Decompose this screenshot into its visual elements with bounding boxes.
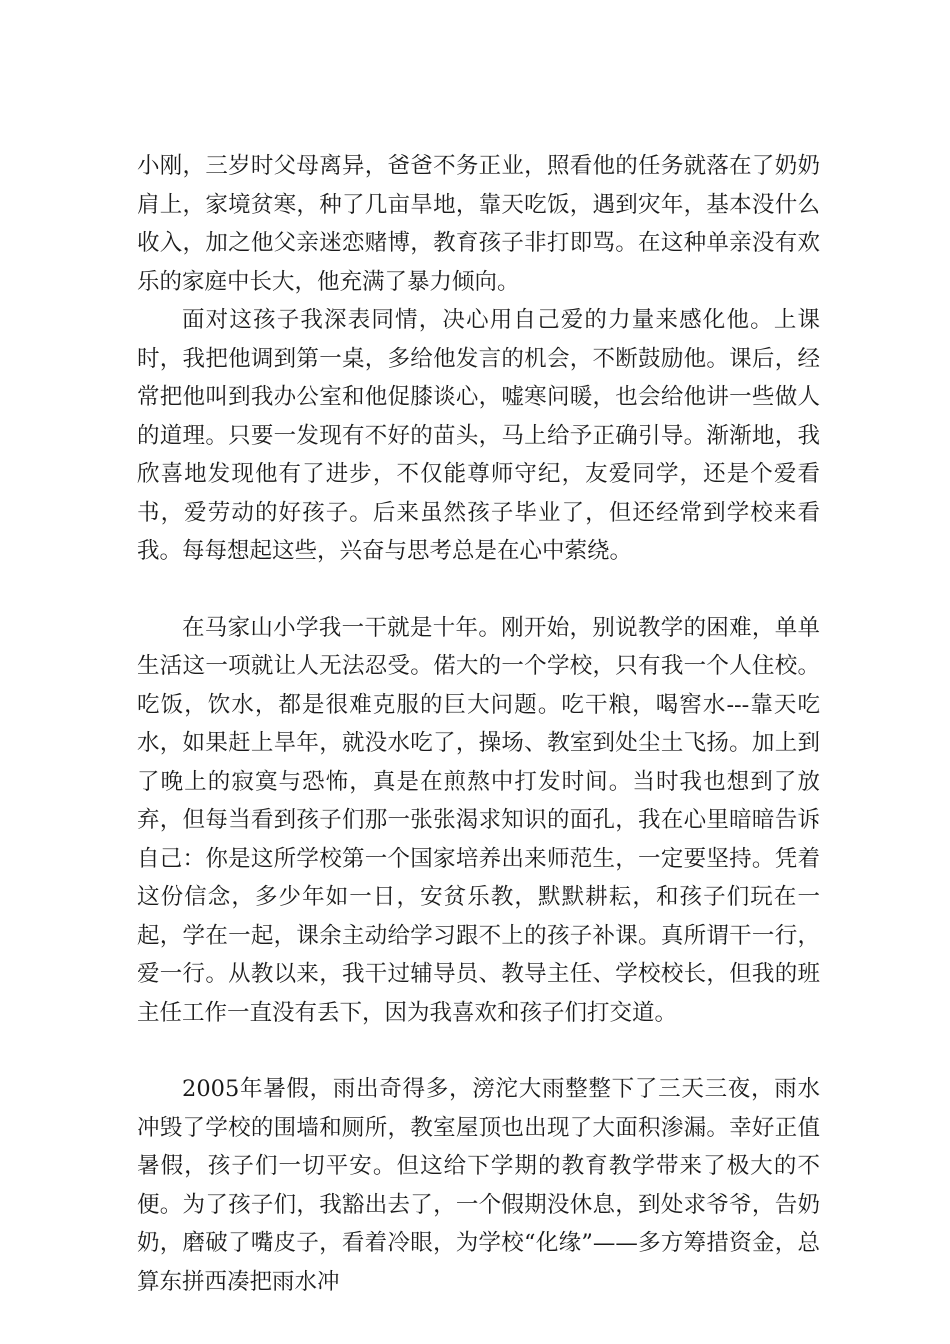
document-body (137, 147, 820, 1301)
paragraph-caring-for-child: 面对这孩子我深表同情，决心用自己爱的力量来感化他。上课时，我把他调到第一桌，多给他发言的机会，不断鼓励他。课后，经常把他叫到我办公室和他促膝谈心，嘘寒问暖，也会给他讲一些做人的道理。只要一发现有不好的苗头，马上给予正确引导。渐渐地，我欣喜地发现他有了进步，不仅能尊师守纪，友爱同学，还是个爱看书，爱劳动的好孩子。后来虽然孩子毕业了，但还经常到学校来看我。每每想起这些，兴奋与思考总是在心中萦绕。 (137, 307, 820, 564)
paragraph-2005-rainstorm: 2005年暑假，雨出奇得多，滂沱大雨整整下了三天三夜，雨水冲毁了学校的围墙和厕所，教室屋顶也出现了大面积渗漏。幸好正值暑假，孩子们一切平安。但这给下学期的教育教学带来了极大的不便。为了孩子们，我豁出去了，一个假期没休息，到处求爷爷，告奶奶，磨破了嘴皮子，看着冷眼，为学校“化缘”——多方筹措资金，总算东拼西凑把雨水冲 (137, 1076, 820, 1295)
paragraph-ten-years-teaching: 在马家山小学我一干就是十年。刚开始，别说教学的困难，单单生活这一项就让人无法忍受。偌大的一个学校，只有我一个人住校。吃饭，饮水，都是很难克服的巨大问题。吃干粮，喝窖水---靠天吃水，如果赶上旱年，就没水吃了，操场、教室到处尘土飞扬。加上到了晚上的寂寞与恐怖，真是在煎熬中打发时间。当时我也想到了放弃，但每当看到孩子们那一张张渴求知识的面孔，我在心里暗暗告诉自己：你是这所学校第一个国家培养出来师范生，一定要坚持。凭着这份信念，多少年如一日，安贫乐教，默默耕耘，和孩子们玩在一起，学在一起，课余主动给学习跟不上的孩子补课。真所谓干一行，爱一行。从教以来，我干过辅导员、教导主任、学校校长，但我的班主任工作一直没有丢下，因为我喜欢和孩子们打交道。 (137, 614, 820, 1026)
paragraph-spacer (137, 1032, 820, 1070)
paragraph-spacer (137, 571, 820, 609)
paragraph-xiaogang-background: 小刚，三岁时父母离异，爸爸不务正业，照看他的任务就落在了奶奶肩上，家境贫寒，种了几亩旱地，靠天吃饭，遇到灾年，基本没什么收入，加之他父亲迷恋赌博，教育孩子非打即骂。在这种单亲没有欢乐的家庭中长大，他充满了暴力倾向。 (137, 153, 820, 295)
